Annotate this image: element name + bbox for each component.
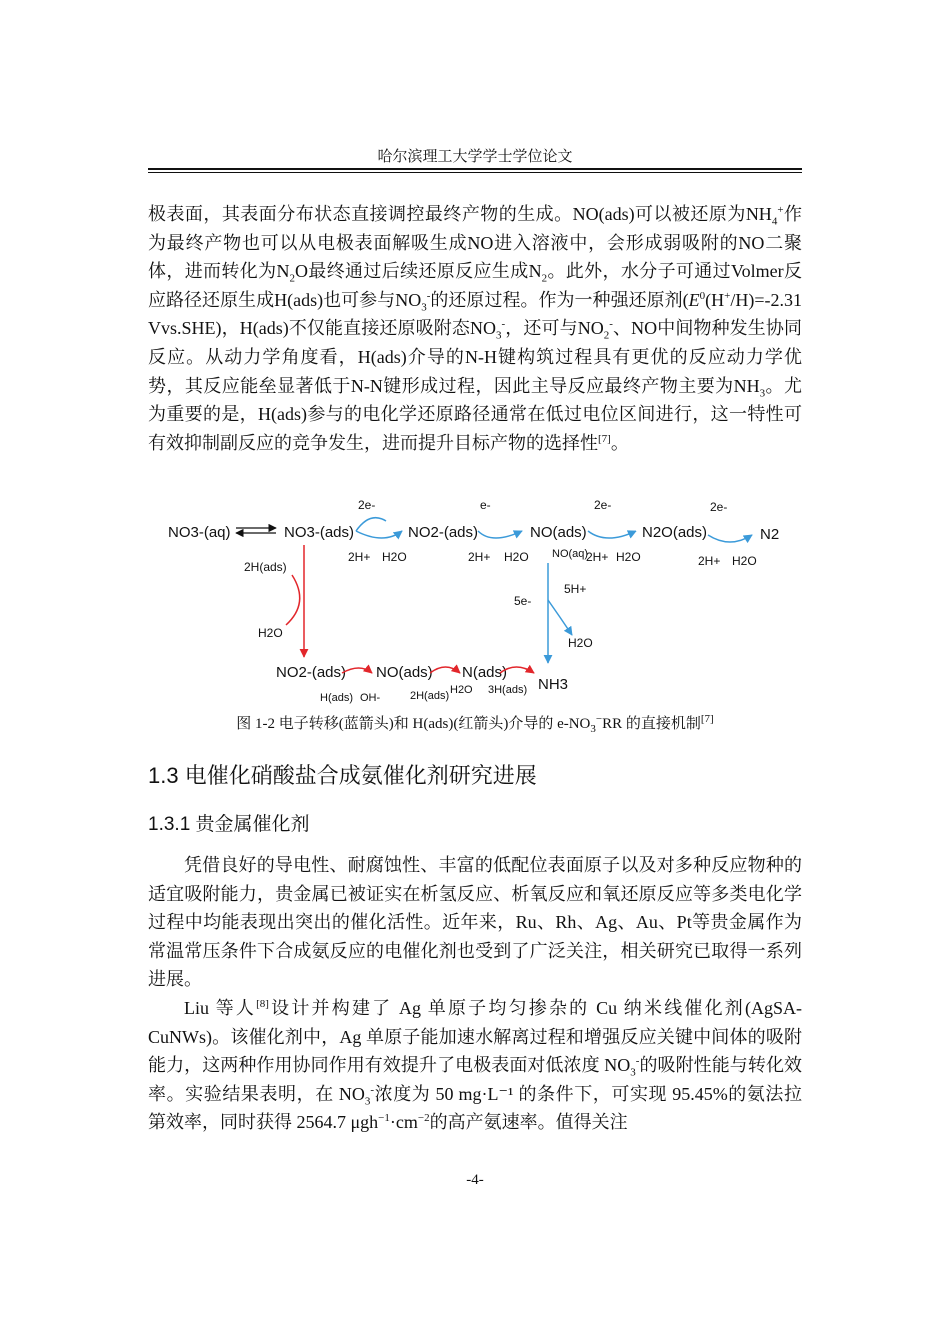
blue-arrow-3 (588, 531, 636, 538)
red-arrow-curve (286, 575, 300, 625)
label-3h-ads: 3H(ads) (488, 684, 528, 696)
label-h5: 5H+ (564, 582, 587, 596)
label-e4: 2e- (710, 500, 728, 514)
species-n2o-ads: N2O(ads) (642, 524, 708, 541)
header-rule-thin (148, 172, 802, 173)
species-no3-aq: NO3-(aq) (168, 524, 231, 541)
blue-arrow-4 (708, 535, 752, 542)
label-e2: e- (480, 498, 491, 512)
label-h2o3: H2O (616, 550, 641, 564)
blue-arrow-1-in (356, 518, 386, 531)
mechanism-diagram (160, 495, 800, 710)
figure-caption: 图 1-2 电子转移(蓝箭头)和 H(ads)(红箭头)介导的 $e-NO_3^-RR$ 的直接机制[7] (236, 713, 714, 735)
header-rule-thick (148, 168, 802, 170)
label-h3: 2H+ (586, 550, 609, 564)
label-h2o6: H2O (450, 684, 473, 696)
label-h2o5: H2O (568, 636, 593, 650)
label-h2: 2H+ (468, 550, 491, 564)
species-n2: N2 (760, 526, 780, 543)
species-no-aq: NO(aq) (552, 548, 589, 560)
label-h2o1: H2O (382, 550, 407, 564)
paragraph-liu: Liu 等人[8]设计并构建了 Ag 单原子均匀掺杂的 Cu 纳米线催化剂(AgSA-CuNWs)。该催化剂中，Ag 单原子能加速水解离过程和增强反应关键中间体的吸附能力，这两种作用协同作用有效提升了电极表面对低浓度 $NO_3^-$的吸附性能与转化效率。实验结果表明，在 $NO_3^-$浓度为 50 mg·L⁻¹ 的条件下，可实现 95.45%的氨法拉第效率，同时获得 2564.7 $\mu gh^{-1}\cdot cm^{-2}$的高产氨速率。值得关注 (148, 998, 803, 1133)
label-h2o4: H2O (732, 554, 757, 568)
label-h1: 2H+ (348, 550, 371, 564)
species-nh3: NH3 (538, 676, 569, 693)
section-heading-1-3: 1.3 电催化硝酸盐合成氨催化剂研究进展 (148, 763, 537, 788)
label-h2o2: H2O (504, 550, 529, 564)
blue-arrow-h2o-out (548, 600, 572, 635)
species-n-ads: N(ads) (462, 664, 508, 681)
label-oh: OH- (360, 692, 381, 704)
blue-arrow-2 (478, 531, 522, 538)
species-no3-ads: NO3-(ads) (284, 524, 355, 541)
paragraph-noble-metals: 凭借良好的导电性、耐腐蚀性、丰富的低配位表面原子以及对多种反应物种的适宜吸附能力，贵金属已被证实在析氢反应、析氧反应和氧还原反应等多类电化学过程中均能表现出突出的催化活性。近年来，Ru、Rh、Ag、Au、Pt等贵金属作为常温常压条件下合成氨反应的电催化剂也受到了广泛关注，相关研究已取得一系列进展。 (148, 855, 802, 990)
label-2h-ads: 2H(ads) (244, 560, 287, 574)
species-no-ads-bottom: NO(ads) (376, 664, 433, 681)
species-no2-ads-bottom: NO2-(ads) (276, 664, 347, 681)
paragraph-mechanism: 极表面，其表面分布状态直接调控最终产物的生成。NO(ads)可以被还原为$NH_4^+$作为最终产物也可以从电极表面解吸生成NO进入溶液中，会形成弱吸附的NO二聚体，进而转化为$N_2O$最终通过后续还原反应生成$N_2$。此外，水分子可通过Volmer反应路径还原生成H(ads)也可参与$NO_3^-$的还原过程。作为一种强还原剂($E^0(H^+/H)=-2.31$ Vvs.SHE)，H(ads)不仅能直接还原吸附态$NO_3^-$，还可与$NO_2^-$、NO中间物种发生协同反应。从动力学角度看，H(ads)介导的N-H键构筑过程具有更优的反应动力学优势，其反应能垒显著低于N-N键形成过程，因此主导反应最终产物主要为$NH_3$。尤为重要的是，H(ads)参与的电化学还原路径通常在低过电位区间进行，这一特性可有效抑制副反应的竞争发生，进而提升目标产物的选择性[7]。 (148, 204, 803, 453)
red-arrow-2 (430, 667, 460, 673)
label-e5: 5e- (514, 594, 532, 608)
section-heading-1-3-1: 1.3.1 贵金属催化剂 (148, 814, 310, 835)
label-2h-ads-b: 2H(ads) (410, 690, 450, 702)
label-h4: 2H+ (698, 554, 721, 568)
species-no2-ads-top: NO2-(ads) (408, 524, 479, 541)
label-h2o-red: H2O (258, 626, 283, 640)
label-e3: 2e- (594, 498, 612, 512)
running-header: 哈尔滨理工大学学士学位论文 (377, 149, 573, 165)
label-e1: 2e- (358, 498, 376, 512)
page-number: -4- (466, 1172, 484, 1188)
species-no-ads-top: NO(ads) (530, 524, 587, 541)
blue-arrow-1 (356, 531, 402, 538)
red-arrow-1 (342, 668, 372, 673)
label-h-ads: H(ads) (320, 692, 354, 704)
mechanism-figure (160, 495, 800, 710)
